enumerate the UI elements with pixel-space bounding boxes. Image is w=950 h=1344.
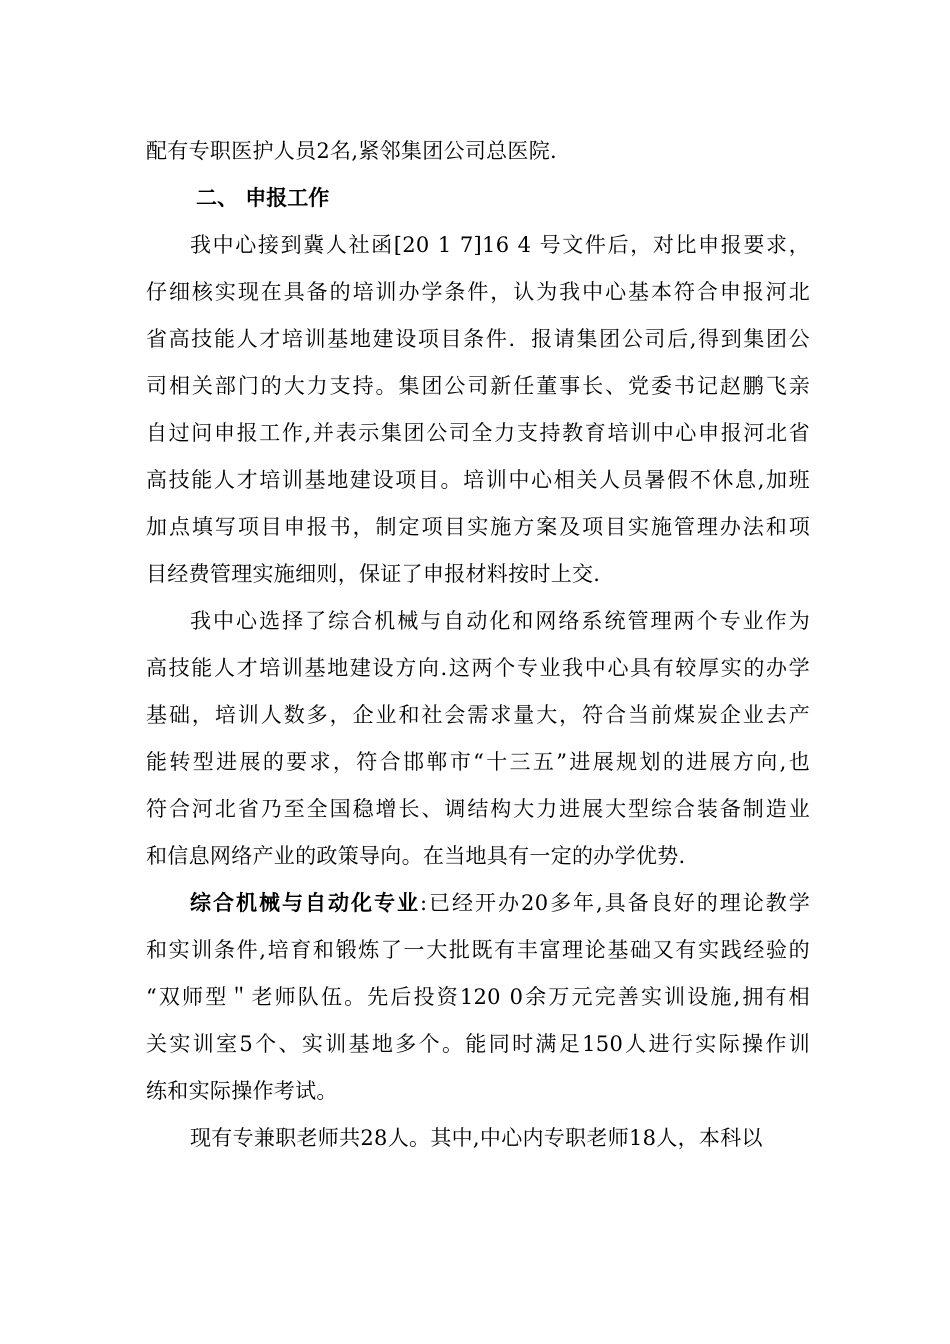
text-line: “双师型＂老师队伍。先后投资120 0余万元完善实训设施,拥有相 (146, 985, 810, 1009)
text-line: 现有专兼职老师共28人。其中,中心内专职老师18人，本科以 (190, 1126, 763, 1150)
text-line: 配有专职医护人员2名,紧邻集团公司总医院. (146, 139, 558, 163)
document-page (146, 128, 810, 1162)
text-line: 目经费管理实施细则，保证了申报材料按时上交. (146, 562, 601, 586)
paragraph-5 (146, 1115, 810, 1162)
text-line: 省高技能人才培训基地建设项目条件．报请集团公司后,得到集团公 (146, 327, 810, 351)
text-line (146, 880, 810, 927)
text-line: 和信息网络产业的政策导向。在当地具有一定的办学优势. (146, 844, 686, 868)
paragraph-2 (146, 222, 810, 598)
text-line: 仔细核实现在具备的培训办学条件，认为我中心基本符合申报河北 (146, 280, 810, 304)
paragraph-3 (146, 598, 810, 880)
text-line: 司相关部门的大力支持。集团公司新任董事长、党委书记赵鹏飞亲 (146, 374, 810, 398)
paragraph-1 (146, 128, 810, 175)
text-line: 高技能人才培训基地建设方向.这两个专业我中心具有较厚实的办学 (146, 656, 810, 680)
text-line: 基础，培训人数多，企业和社会需求量大，符合当前煤炭企业去产 (146, 703, 810, 727)
text-line: 我中心接到冀人社函[20 1 7]16 4 号文件后，对比申报要求， (190, 233, 810, 257)
paragraph-4 (146, 880, 810, 1115)
text-line: 高技能人才培训基地建设项目。培训中心相关人员暑假不休息,加班 (146, 468, 810, 492)
text-line: 自过问申报工作,并表示集团公司全力支持教育培训中心申报河北省 (146, 421, 810, 445)
section-heading: 二、 申报工作 (196, 186, 330, 210)
text-line: 加点填写项目申报书，制定项目实施方案及项目实施管理办法和项 (146, 515, 810, 539)
text-line: 和实训条件,培育和锻炼了一大批既有丰富理论基础又有实践经验的 (146, 938, 810, 962)
text-line: 符合河北省乃至全国稳增长、调结构大力进展大型综合装备制造业 (146, 797, 810, 821)
text-line: 关实训室5个、实训基地多个。能同时满足150人进行实际操作训 (146, 1032, 810, 1056)
text-line: 练和实际操作考试。 (146, 1079, 338, 1103)
text-span: :已经开办20多年,具备良好的理论教学 (419, 891, 810, 915)
text-line: 我中心选择了综合机械与自动化和网络系统管理两个专业作为 (190, 609, 810, 633)
bold-lead-text: 综合机械与自动化专业 (190, 891, 420, 915)
text-line: 能转型进展的要求，符合邯郸市“十三五”进展规划的进展方向,也 (146, 750, 810, 774)
